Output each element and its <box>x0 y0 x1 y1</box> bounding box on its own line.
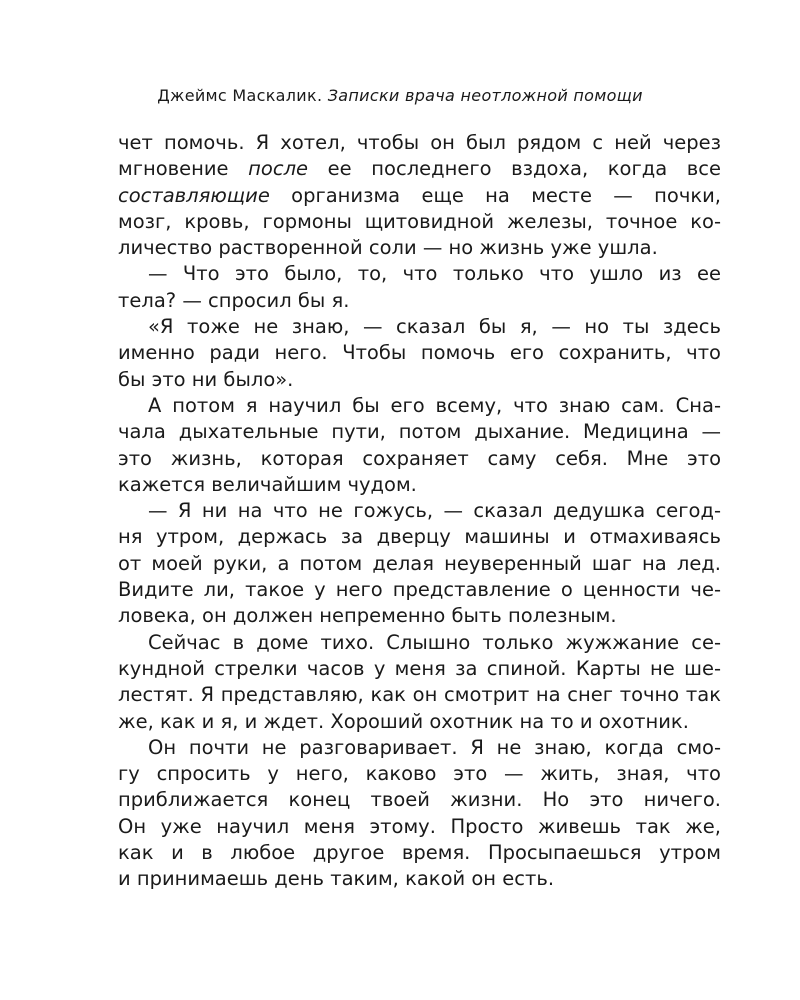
text-line: А потом я научил бы его всему, что знаю сам. Сна- <box>148 393 721 417</box>
text-fragment: организма еще на месте — почки, <box>269 183 721 207</box>
text-line: гу спросить у него, каково это — жить, зная, что <box>118 762 721 786</box>
text-line: Видите ли, такое у него представление о ценности че- <box>118 578 721 602</box>
text-line: лестят. Я представляю, как он смотрит на снег точно так <box>118 683 721 707</box>
text-line: Он уже научил меня этому. Просто живешь так же, <box>118 814 721 838</box>
text-line: бы это ни было». <box>118 367 294 391</box>
emphasis-word: составляющие <box>118 183 270 207</box>
text-line: приближается конец твоей жизни. Но это ничего. <box>118 788 721 812</box>
text-line: чала дыхательные пути, потом дыхание. Медицина — <box>118 420 721 444</box>
text-line: тела? — спросил бы я. <box>118 288 350 312</box>
text-fragment: мгновение <box>118 157 249 181</box>
body-text <box>118 130 721 893</box>
header-book-title: Записки врача неотложной помощи <box>327 86 643 105</box>
text-line: и принимаешь день таким, какой он есть. <box>118 867 555 891</box>
text-line: — Что это было, то, что только что ушло из ее <box>148 262 721 286</box>
text-line: «Я тоже не знаю, — сказал бы я, — но ты здесь <box>148 315 721 339</box>
text-line: — Я ни на что не гожусь, — сказал дедушка сегод- <box>148 499 721 523</box>
text-line: это жизнь, которая сохраняет саму себя. Мне это <box>118 446 721 470</box>
text-line: от моей руки, а потом делая неуверенный шаг на лед. <box>118 551 721 575</box>
text-line <box>118 183 721 209</box>
text-line: ня утром, держась за дверцу машины и отмахиваясь <box>118 525 721 549</box>
text-line: же, как и я, и ждет. Хороший охотник на то и охотник. <box>118 709 689 733</box>
text-line: мозг, кровь, гормоны щитовидной железы, точное ко- <box>118 209 721 233</box>
running-header <box>0 86 800 105</box>
text-line: Сейчас в доме тихо. Слышно только жужжание се- <box>148 630 721 654</box>
text-line: кундной стрелки часов у меня за спиной. Карты не ше- <box>118 656 721 680</box>
text-line: чет помочь. Я хотел, чтобы он был рядом с ней через <box>118 131 721 154</box>
text-line: кажется величайшим чудом. <box>118 472 417 496</box>
text-line <box>118 156 721 182</box>
text-fragment: ее последнего вздоха, когда все <box>308 157 721 181</box>
header-author: Джеймс Маскалик. <box>157 86 328 105</box>
text-line: личество растворенной соли — но жизнь уже ушла. <box>118 236 658 260</box>
text-line: именно ради него. Чтобы помочь его сохранить, что <box>118 341 721 365</box>
text-line: Он почти не разговаривает. Я не знаю, когда смо- <box>148 735 721 759</box>
emphasis-word: после <box>248 157 309 181</box>
text-line: как и в любое другое время. Просыпаешься утром <box>118 841 721 865</box>
text-line: ловека, он должен непременно быть полезным. <box>118 604 617 628</box>
